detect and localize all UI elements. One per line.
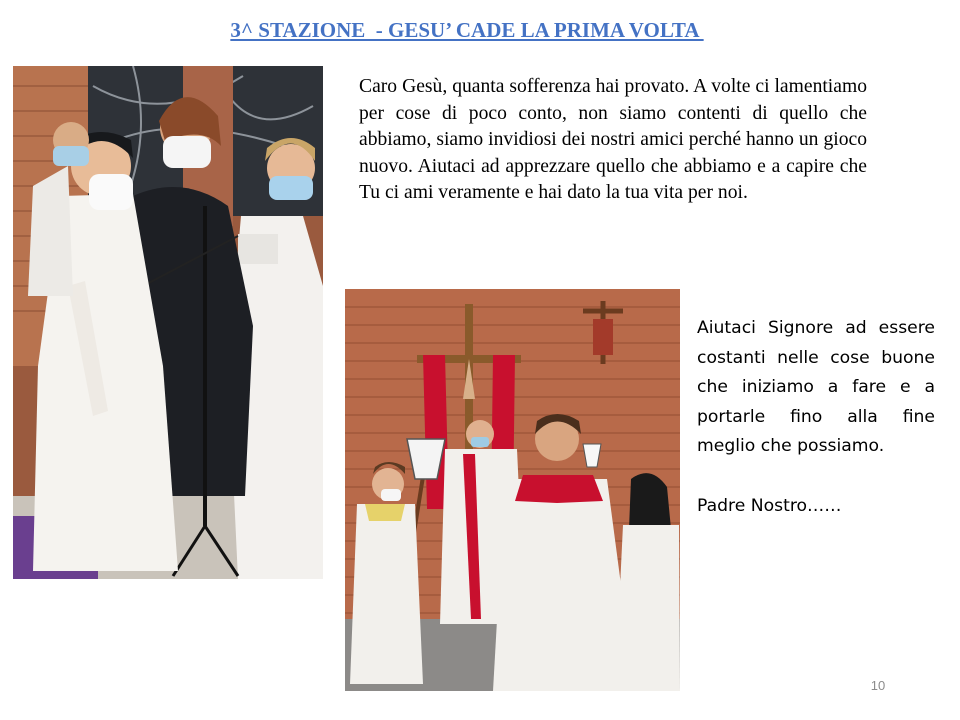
closing-prayer: Padre Nostro…… bbox=[697, 495, 842, 516]
photo-altar-servers bbox=[13, 66, 323, 579]
side-prayer-text: Aiutaci Signore ad essere costanti nelle cose buone che iniziamo a fare e a portarle fino alla fine meglio che possiamo. bbox=[697, 318, 935, 457]
prayer-paragraph: Caro Gesù, quanta sofferenza hai provato. A volte ci lamentiamo per cose di poco conto, non siamo contenti di quello che abbiamo, siamo invidiosi dei nostri amici perché hanno un gioco nuovo. Aiutaci ad apprezzare quello che abbiamo e a capire che Tu ci ami veramente e hai dato la tua vita per noi. bbox=[359, 76, 867, 203]
photo-procession-cross bbox=[345, 289, 680, 691]
page-number: 10 bbox=[870, 678, 886, 693]
slide-title: 3^ STAZIONE - GESU’ CADE LA PRIMA VOLTA bbox=[230, 18, 704, 42]
side-prayer-block bbox=[697, 314, 935, 521]
